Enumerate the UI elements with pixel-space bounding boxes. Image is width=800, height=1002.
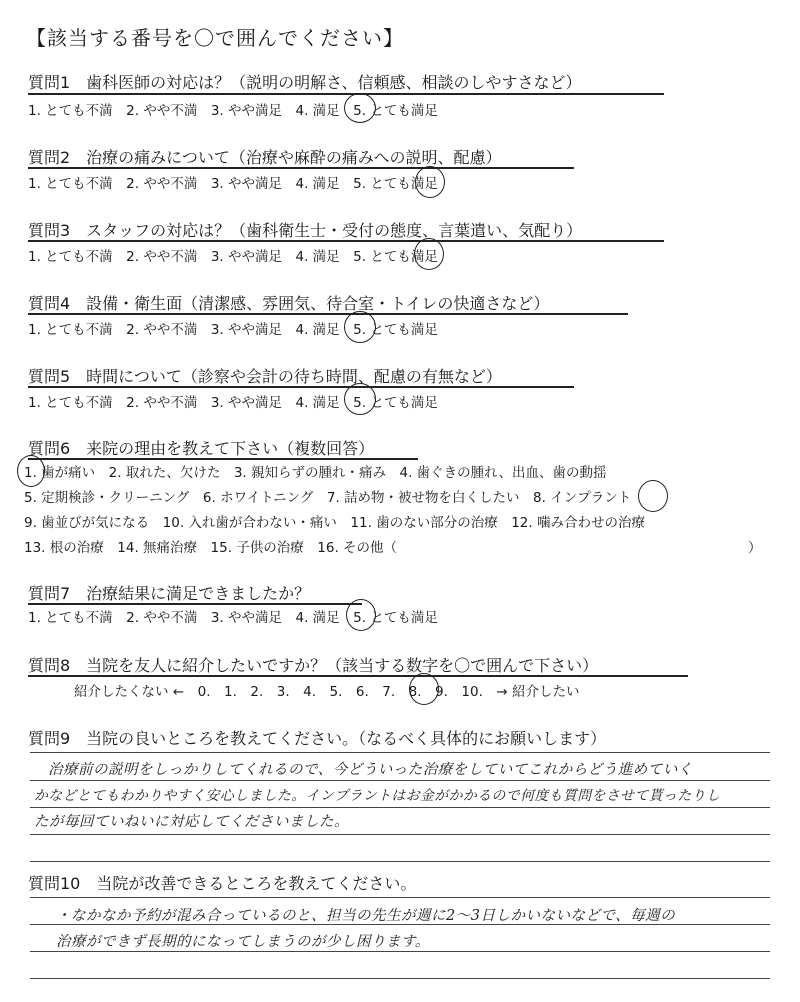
question-8-heading: 質問8 当院を友人に紹介したいですか？（該当する数字を〇で囲んで下さい） [28, 656, 599, 675]
question-6-options-line-2[interactable]: 5. 定期検診・クリーニング 6. ホワイトニング 7. 詰め物・被せ物を白くしたい 8. インプラント [24, 490, 632, 506]
question-3-options[interactable]: 1. とても不満 2. やや不満 3. やや満足 4. 満足 5. とても満足 [28, 249, 438, 265]
question-5-options[interactable]: 1. とても不満 2. やや不満 3. やや満足 4. 満足 5. とても満足 [28, 395, 438, 411]
question-9-rule-4 [30, 834, 770, 835]
question-9-answer-line-1: 治療前の説明をしっかりしてくれるので、今どういった治療をしていてこれからどう進めていく [48, 762, 693, 778]
question-4-underline [28, 313, 628, 315]
question-9-rule-3 [30, 807, 770, 808]
question-10-rule-4 [30, 978, 770, 979]
question-2-options[interactable]: 1. とても不満 2. やや不満 3. やや満足 4. 満足 5. とても満足 [28, 176, 438, 192]
question-8-underline [28, 675, 688, 677]
question-5-heading: 質問5 時間について（診察や会計の待ち時間、配慮の有無など） [28, 367, 502, 386]
question-2-underline [28, 167, 574, 169]
question-9-heading: 質問9 当院の良いところを教えてください。（なるべく具体的にお願いします） [28, 729, 607, 748]
question-9-rule-1 [30, 752, 770, 753]
question-4-options[interactable]: 1. とても不満 2. やや不満 3. やや満足 4. 満足 5. とても満足 [28, 322, 438, 338]
question-4-heading: 質問4 設備・衛生面（清潔感、雰囲気、待合室・トイレの快適さなど） [28, 294, 550, 313]
question-5-underline [28, 386, 574, 388]
question-6-options-line-4[interactable]: 13. 根の治療 14. 無痛治療 15. 子供の治療 16. その他（ [24, 540, 398, 556]
form-title: 【該当する番号を〇で囲んでください】 [26, 26, 404, 50]
question-6-options-line-1[interactable]: 1. 歯が痛い 2. 取れた、欠けた 3. 親知らずの腫れ・痛み 4. 歯ぐきの腫れ、出血、歯の動揺 [24, 465, 607, 481]
question-9-answer-line-3: たが毎回ていねいに対応してくださいました。 [34, 814, 349, 830]
question-10-rule-1 [30, 897, 770, 898]
question-7-underline [28, 603, 362, 605]
question-10-answer-line-2: 治療ができず長期的になってしまうのが少し困ります。 [56, 934, 430, 950]
question-9-answer-line-2: かなどとてもわかりやすく安心しました。インプラントはお金がかかるので何度も質問をさせて貰ったりし [34, 788, 721, 804]
question-2-heading: 質問2 治療の痛みについて（治療や麻酔の痛みへの説明、配慮） [28, 148, 502, 167]
question-9-rule-2 [30, 780, 770, 781]
question-3-heading: 質問3 スタッフの対応は？（歯科衛生士・受付の態度、言葉遣い、気配り） [28, 221, 583, 240]
question-3-underline [28, 240, 664, 242]
question-9-rule-5 [30, 861, 770, 862]
question-10-answer-line-1: ・なかなか予約が混み合っているのと、担当の先生が週に2〜3日しかいないなどで、毎週の [56, 908, 676, 924]
question-6-other-close-paren: ） [748, 540, 762, 556]
question-10-rule-3 [30, 951, 770, 952]
question-7-heading: 質問7 治療結果に満足できましたか？ [28, 584, 311, 603]
question-10-heading: 質問10 当院が改善できるところを教えてください。 [28, 874, 417, 893]
question-6-options-line-3[interactable]: 9. 歯並びが気になる 10. 入れ歯が合わない・痛い 11. 歯のない部分の治療 12. 噛み合わせの治療 [24, 515, 645, 531]
question-1-underline [28, 93, 664, 95]
question-6-heading: 質問6 来院の理由を教えて下さい（複数回答） [28, 439, 375, 458]
question-6-underline [28, 458, 418, 460]
question-6-selected-circle-8 [638, 480, 668, 512]
question-1-options[interactable]: 1. とても不満 2. やや不満 3. やや満足 4. 満足 5. とても満足 [28, 103, 438, 119]
question-8-scale[interactable]: 紹介したくない ← 0. 1. 2. 3. 4. 5. 6. 7. 8. 9. 10. → 紹介したい [74, 684, 580, 700]
question-7-options[interactable]: 1. とても不満 2. やや不満 3. やや満足 4. 満足 5. とても満足 [28, 610, 438, 626]
question-1-heading: 質問1 歯科医師の対応は？（説明の明解さ、信頼感、相談のしやすさなど） [28, 73, 582, 92]
